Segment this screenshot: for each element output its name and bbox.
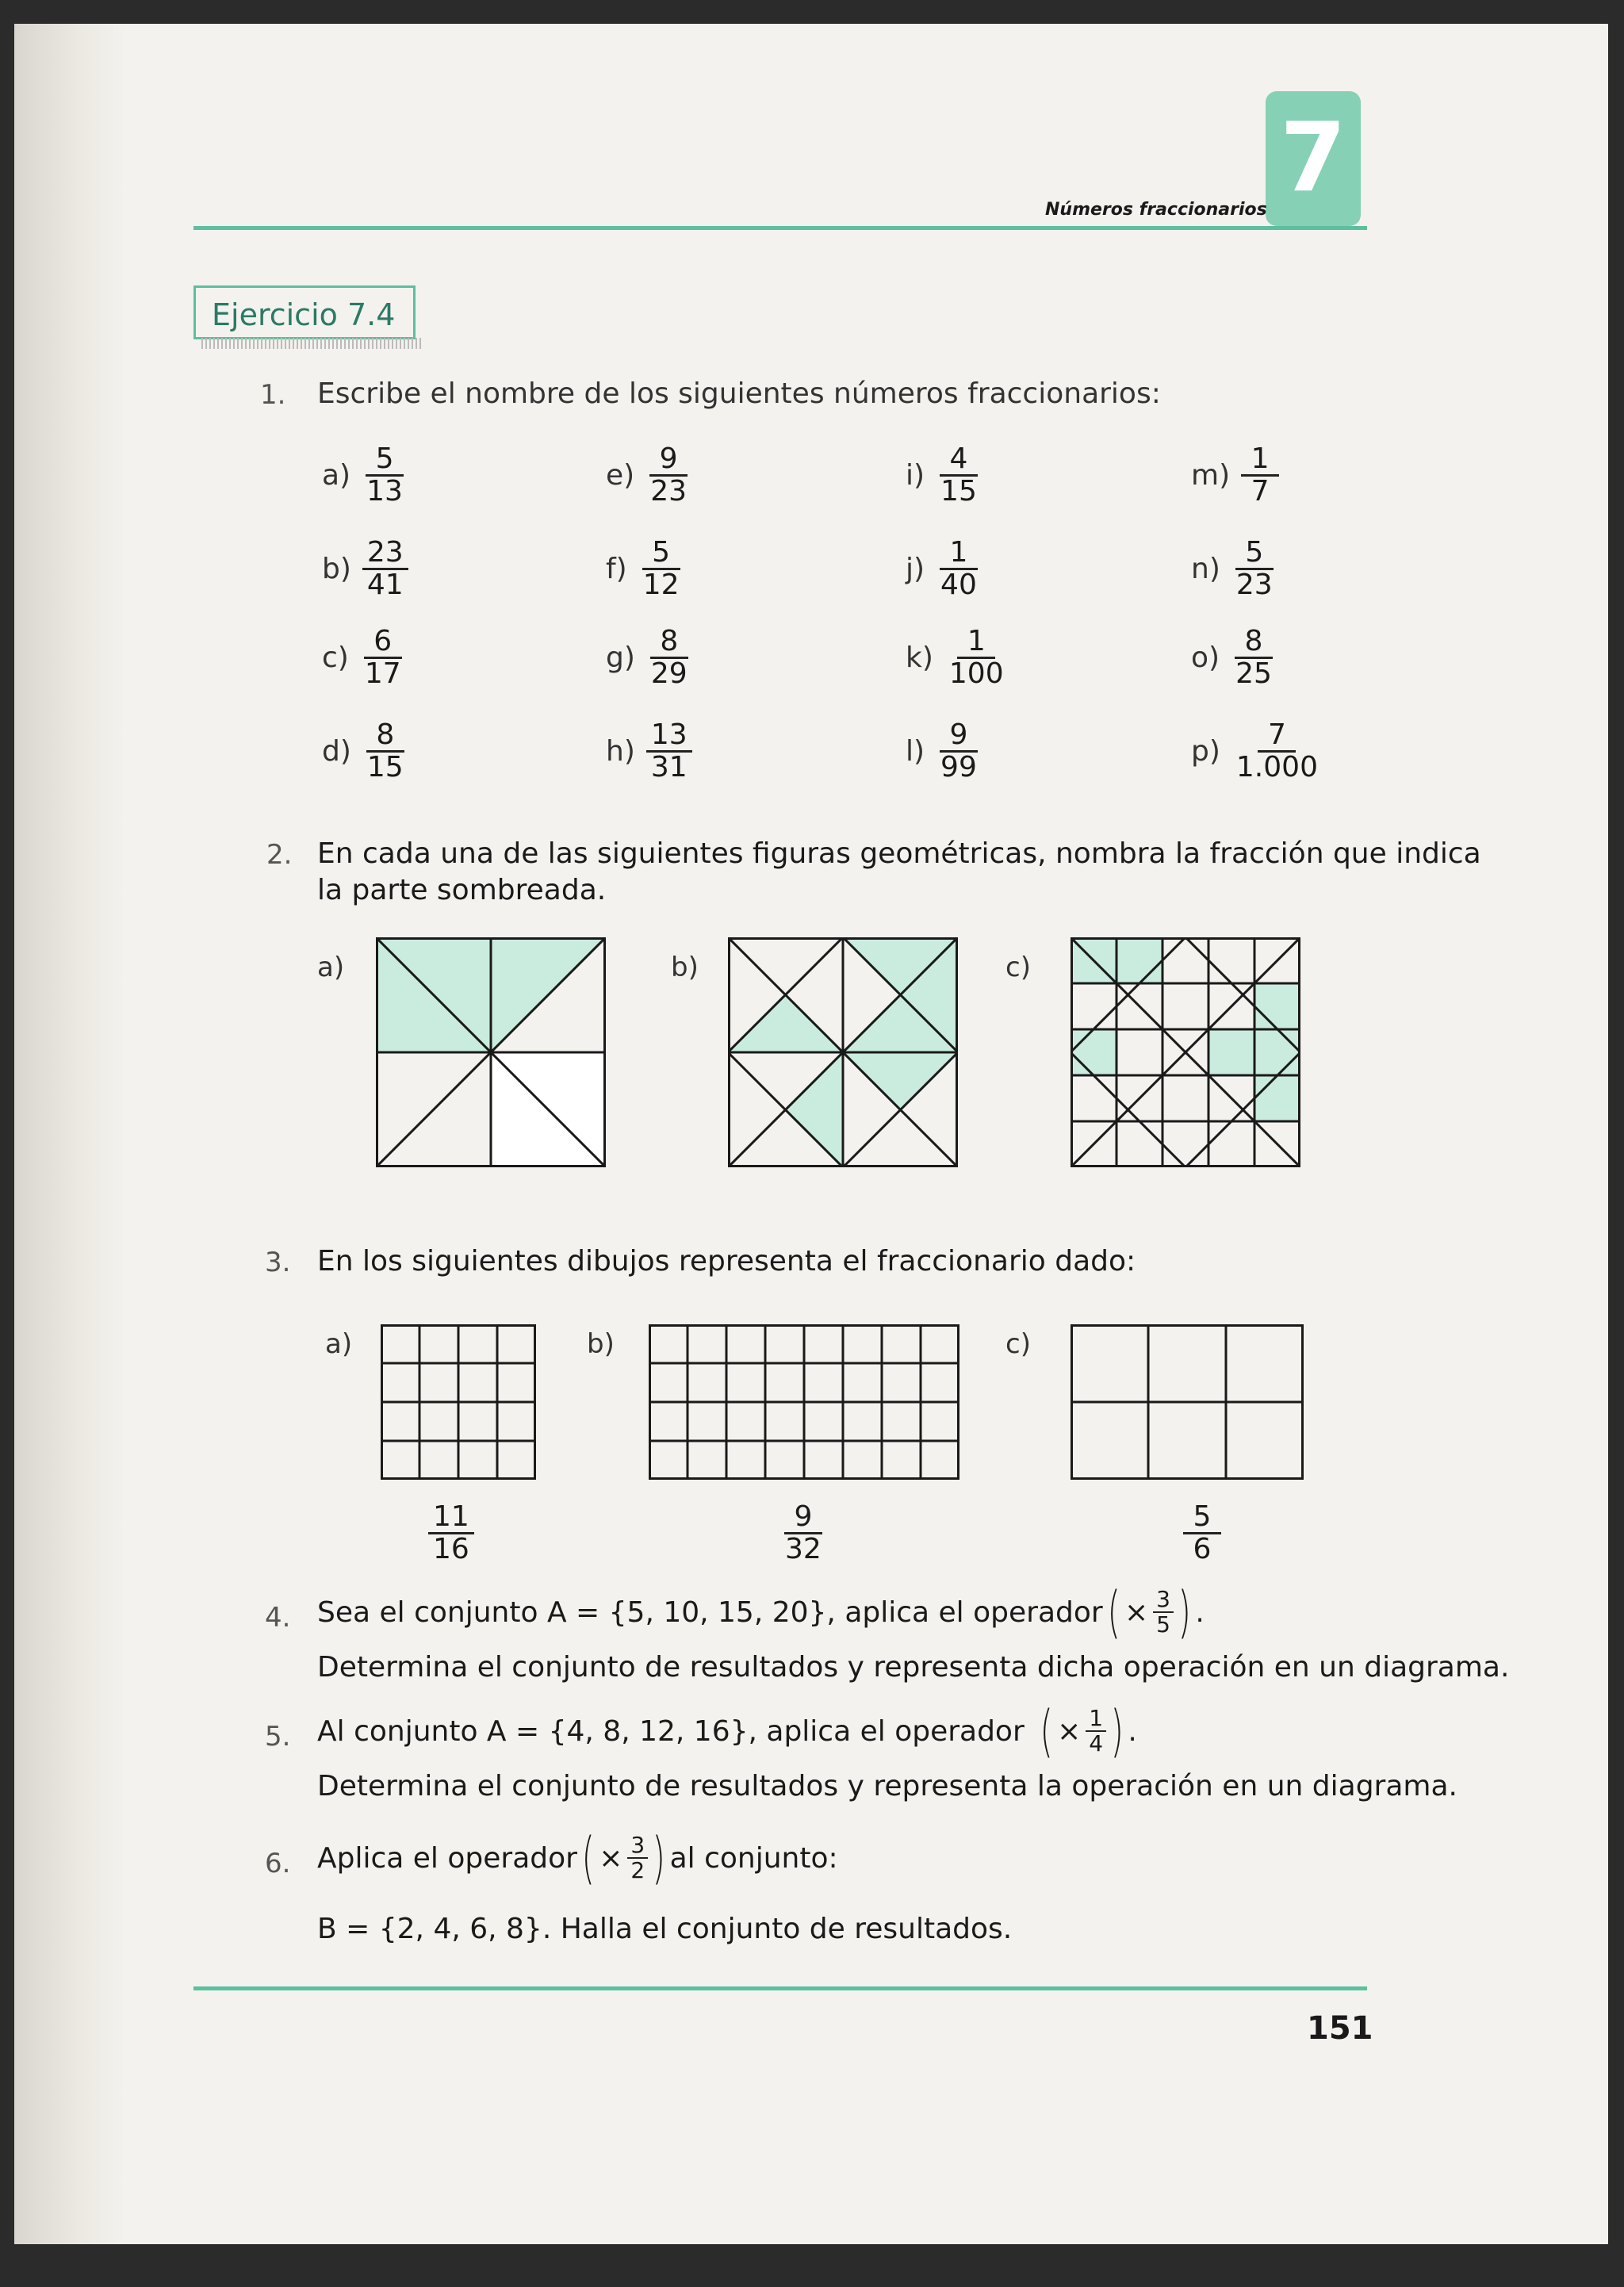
header-title: Números fraccionarios — [1045, 200, 1267, 220]
q1-item-label: o) — [1191, 642, 1220, 674]
q6-line1 — [317, 1825, 838, 1891]
q2-label-b: b) — [671, 952, 699, 983]
fraction-numerator: 1 — [957, 626, 995, 659]
fraction-denominator: 23 — [650, 475, 688, 508]
fraction-denominator: 15 — [940, 475, 977, 508]
q1-item — [906, 444, 982, 507]
q1-item-label: j) — [906, 553, 925, 585]
q1-text: Escribe el nombre de los siguientes números fraccionarios: — [317, 377, 1161, 410]
q1-item-label: a) — [322, 459, 351, 492]
q1-number: 1. — [260, 379, 286, 411]
q4-operator: ( × $\frac{3}{5}$ ) . — [1107, 1580, 1205, 1645]
q1-item-label: m) — [1191, 459, 1231, 492]
q1-item-label: h) — [606, 735, 635, 768]
q1-item-label: g) — [606, 642, 635, 674]
fraction-denominator: 15 — [366, 751, 404, 783]
fraction-denominator: 100 — [948, 657, 1004, 690]
q1-item-fraction — [1231, 720, 1323, 783]
q1-item-label: l) — [906, 735, 925, 768]
q5-line2: Determina el conjunto de resultados y representa la operación en un diagrama. — [317, 1770, 1457, 1802]
header-rule — [193, 226, 1367, 230]
fraction-denominator: 99 — [940, 751, 977, 783]
fraction-denominator: 13 — [366, 475, 403, 508]
q2-figure-c — [1071, 937, 1300, 1167]
q2-figure-b — [728, 937, 958, 1167]
q5-operator: ( × $\frac{1}{4}$ ) . — [1040, 1699, 1137, 1764]
q3-grid-b — [649, 1324, 959, 1480]
q6-text-b: al conjunto: — [669, 1841, 838, 1875]
q3-text: En los siguientes dibujos representa el fraccionario dado: — [317, 1245, 1136, 1278]
footer-rule — [193, 1986, 1367, 1990]
q1-item-label: i) — [906, 459, 925, 492]
q3-label-b: b) — [587, 1328, 615, 1360]
q4-number: 4. — [265, 1602, 291, 1634]
q1-item — [322, 720, 408, 783]
fraction-denominator: 17 — [364, 657, 401, 690]
page-number: 151 — [1307, 2010, 1373, 2047]
fraction-denominator: 40 — [940, 569, 977, 601]
fraction-numerator: 1 — [1241, 444, 1279, 477]
chapter-tab: 7 — [1266, 91, 1361, 226]
q1-item-fraction — [936, 720, 982, 783]
q3-fraction-c: $\frac{5}{6}$ — [1183, 1502, 1221, 1565]
q1-item-fraction — [362, 720, 408, 783]
q1-item — [1191, 444, 1279, 507]
q1-item — [1191, 626, 1277, 689]
q1-item — [322, 626, 406, 689]
q1-item — [322, 444, 408, 507]
q1-item — [606, 538, 684, 600]
q2-label-a: a) — [317, 952, 345, 983]
q3-grid-a — [381, 1324, 536, 1480]
fraction-denominator: 12 — [642, 569, 680, 601]
q1-item — [1191, 538, 1277, 600]
q1-item-fraction — [362, 538, 408, 600]
q1-item-fraction — [1231, 626, 1277, 689]
q1-item — [606, 626, 692, 689]
q5-text: Al conjunto A = {4, 8, 12, 16}, aplica el operador — [317, 1714, 1025, 1748]
q1-item — [906, 538, 982, 600]
fraction-denominator: 23 — [1235, 569, 1273, 601]
q4-line1 — [317, 1580, 1205, 1645]
q1-item — [322, 538, 408, 600]
q1-item-label: e) — [606, 459, 635, 492]
q1-item — [906, 626, 1009, 689]
q1-item-label: k) — [906, 642, 933, 674]
q6-line2: B = {2, 4, 6, 8}. Halla el conjunto de resultados. — [317, 1913, 1013, 1945]
q1-item-fraction — [944, 626, 1009, 689]
fraction-numerator: 9 — [940, 720, 978, 753]
q6-text: Aplica el operador — [317, 1841, 577, 1875]
fraction-numerator: 4 — [940, 444, 978, 477]
q3-fraction-b: $\frac{9}{32}$ — [785, 1500, 822, 1565]
fraction-numerator: 5 — [1235, 538, 1274, 570]
q3-label-a: a) — [325, 1328, 353, 1360]
q2-label-c: c) — [1005, 952, 1031, 983]
q1-item-label: d) — [322, 735, 351, 768]
exercise-title: Ejercicio 7.4 — [193, 285, 416, 339]
q1-item — [606, 720, 692, 783]
q2-number: 2. — [266, 839, 293, 871]
q6-operator: ( × $\frac{3}{2}$ ) — [581, 1825, 666, 1891]
q3-fraction-a: $\frac{11}{16}$ — [428, 1502, 474, 1565]
q1-item-fraction — [638, 538, 684, 600]
q3-grid-c — [1071, 1324, 1304, 1480]
fraction-numerator: 7 — [1258, 720, 1296, 753]
q2-text-line2: la parte sombreada. — [317, 874, 607, 906]
q2-text-line1: En cada una de las siguientes figuras geométricas, nombra la fracción que indica — [317, 837, 1481, 870]
q4-line2: Determina el conjunto de resultados y representa dicha operación en un diagrama. — [317, 1651, 1510, 1684]
q1-item-fraction — [362, 444, 408, 507]
fraction-numerator: 6 — [364, 626, 402, 659]
fraction-numerator: 8 — [650, 626, 688, 659]
q1-item-fraction — [1241, 444, 1279, 507]
q1-item-label: b) — [322, 553, 351, 585]
q1-item — [606, 444, 691, 507]
fraction-denominator: 25 — [1235, 657, 1272, 690]
exercise-title-shadow — [201, 338, 423, 349]
q1-item — [906, 720, 982, 783]
q1-item-fraction — [936, 538, 982, 600]
q2-figure-a — [376, 937, 606, 1167]
q1-item-fraction — [360, 626, 406, 689]
q1-item-label: f) — [606, 553, 627, 585]
q1-item-fraction — [1231, 538, 1277, 600]
q1-item — [1191, 720, 1323, 783]
q6-number: 6. — [265, 1848, 291, 1879]
q4-text: Sea el conjunto A = {5, 10, 15, 20}, aplica el operador — [317, 1596, 1103, 1629]
q1-item-fraction — [936, 444, 982, 507]
book-page — [14, 24, 1608, 2244]
q1-item-label: p) — [1191, 735, 1220, 768]
fraction-denominator: 29 — [650, 657, 688, 690]
fraction-numerator: 13 — [646, 720, 692, 753]
fraction-numerator: 1 — [940, 538, 978, 570]
q3-label-c: c) — [1005, 1328, 1031, 1360]
fraction-denominator: 31 — [650, 751, 688, 783]
fraction-denominator: 7 — [1251, 475, 1270, 508]
fraction-denominator: 41 — [366, 569, 404, 601]
fraction-numerator: 5 — [642, 538, 680, 570]
q5-number: 5. — [265, 1721, 291, 1753]
fraction-numerator: 23 — [362, 538, 408, 570]
q1-item-fraction — [645, 444, 691, 507]
q1-item-fraction — [646, 626, 692, 689]
q1-item-label: n) — [1191, 553, 1220, 585]
q5-line1 — [317, 1699, 1137, 1764]
q1-item-fraction — [646, 720, 692, 783]
fraction-numerator: 9 — [649, 444, 688, 477]
fraction-numerator: 5 — [366, 444, 404, 477]
q1-item-label: c) — [322, 642, 349, 674]
fraction-denominator: 1.000 — [1235, 751, 1318, 783]
q3-number: 3. — [265, 1247, 291, 1278]
page-gutter-shadow — [14, 24, 125, 2244]
fraction-numerator: 8 — [366, 720, 404, 753]
fraction-numerator: 8 — [1235, 626, 1273, 659]
